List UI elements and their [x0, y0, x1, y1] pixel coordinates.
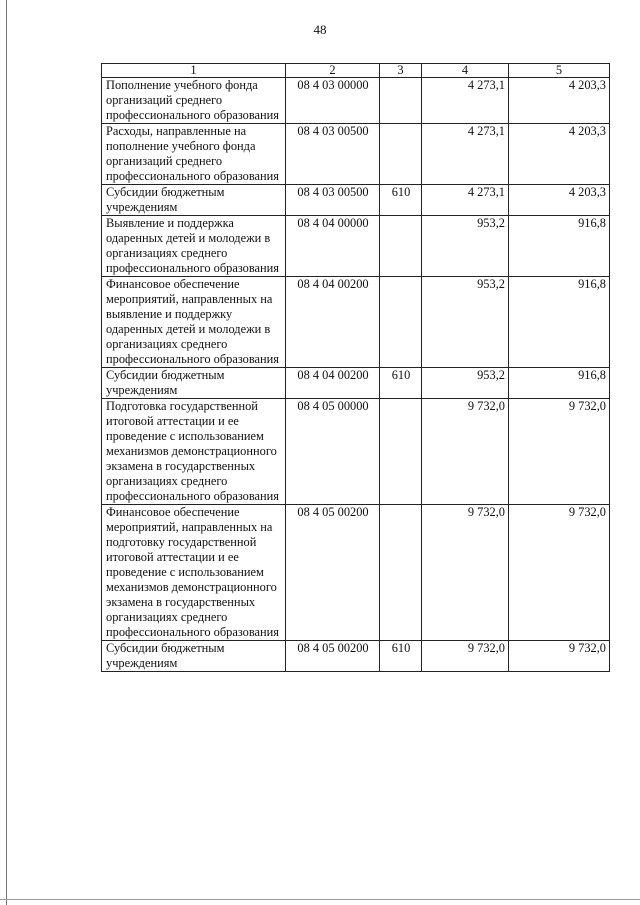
table-row	[102, 78, 610, 124]
table-row	[102, 277, 610, 368]
row-value-col4: 9 732,0	[422, 505, 509, 641]
row-expense-type	[380, 216, 422, 277]
row-value-col5: 916,8	[509, 216, 610, 277]
row-value-col4: 953,2	[422, 216, 509, 277]
row-name: Финансовое обеспечение мероприятий, направленных на подготовку государственной итоговой аттестации и ее проведение с использованием механизмов демонстрационного экзамена в государственных организациях среднего профессионального образования	[102, 505, 286, 641]
row-code: 08 4 04 00000	[286, 216, 380, 277]
row-code: 08 4 03 00500	[286, 124, 380, 185]
row-expense-type: 610	[380, 185, 422, 216]
row-code: 08 4 05 00200	[286, 505, 380, 641]
row-code: 08 4 03 00000	[286, 78, 380, 124]
row-expense-type	[380, 78, 422, 124]
page-bottom-border	[0, 899, 640, 900]
table-row	[102, 124, 610, 185]
row-value-col5: 916,8	[509, 277, 610, 368]
row-value-col5: 4 203,3	[509, 78, 610, 124]
table-row	[102, 185, 610, 216]
row-expense-type	[380, 277, 422, 368]
row-value-col4: 4 273,1	[422, 185, 509, 216]
row-name: Выявление и поддержка одаренных детей и молодежи в организациях среднего профессионального образования	[102, 216, 286, 277]
row-name: Субсидии бюджетным учреждениям	[102, 368, 286, 399]
row-code: 08 4 04 00200	[286, 368, 380, 399]
row-value-col5: 9 732,0	[509, 505, 610, 641]
table-row	[102, 368, 610, 399]
column-header-2: 2	[286, 64, 380, 78]
row-value-col5: 4 203,3	[509, 185, 610, 216]
row-expense-type	[380, 124, 422, 185]
row-name: Подготовка государственной итоговой аттестации и ее проведение с использованием механизмов демонстрационного экзамена в государственных организациях среднего профессионального образования	[102, 399, 286, 505]
row-value-col5: 9 732,0	[509, 641, 610, 672]
row-name: Пополнение учебного фонда организаций среднего профессионального образования	[102, 78, 286, 124]
column-header-4: 4	[422, 64, 509, 78]
row-name: Субсидии бюджетным учреждениям	[102, 185, 286, 216]
column-header-1: 1	[102, 64, 286, 78]
row-value-col4: 4 273,1	[422, 78, 509, 124]
row-code: 08 4 05 00000	[286, 399, 380, 505]
table-header-row	[102, 64, 610, 78]
row-expense-type: 610	[380, 368, 422, 399]
page-left-border	[6, 0, 7, 905]
table-row	[102, 399, 610, 505]
column-header-5: 5	[509, 64, 610, 78]
row-value-col4: 9 732,0	[422, 399, 509, 505]
row-name: Субсидии бюджетным учреждениям	[102, 641, 286, 672]
row-name: Расходы, направленные на пополнение учебного фонда организаций среднего профессионального образования	[102, 124, 286, 185]
table-row	[102, 505, 610, 641]
budget-table	[101, 63, 610, 672]
row-value-col5: 9 732,0	[509, 399, 610, 505]
row-expense-type	[380, 399, 422, 505]
row-expense-type	[380, 505, 422, 641]
row-code: 08 4 03 00500	[286, 185, 380, 216]
column-header-3: 3	[380, 64, 422, 78]
page-number: 48	[313, 22, 327, 37]
row-value-col5: 4 203,3	[509, 124, 610, 185]
row-value-col4: 953,2	[422, 368, 509, 399]
row-code: 08 4 04 00200	[286, 277, 380, 368]
row-value-col4: 9 732,0	[422, 641, 509, 672]
row-name: Финансовое обеспечение мероприятий, направленных на выявление и поддержку одаренных детей и молодежи в организациях среднего профессионального образования	[102, 277, 286, 368]
table-row	[102, 216, 610, 277]
row-value-col4: 953,2	[422, 277, 509, 368]
row-code: 08 4 05 00200	[286, 641, 380, 672]
table-row	[102, 641, 610, 672]
row-value-col5: 916,8	[509, 368, 610, 399]
row-value-col4: 4 273,1	[422, 124, 509, 185]
row-expense-type: 610	[380, 641, 422, 672]
